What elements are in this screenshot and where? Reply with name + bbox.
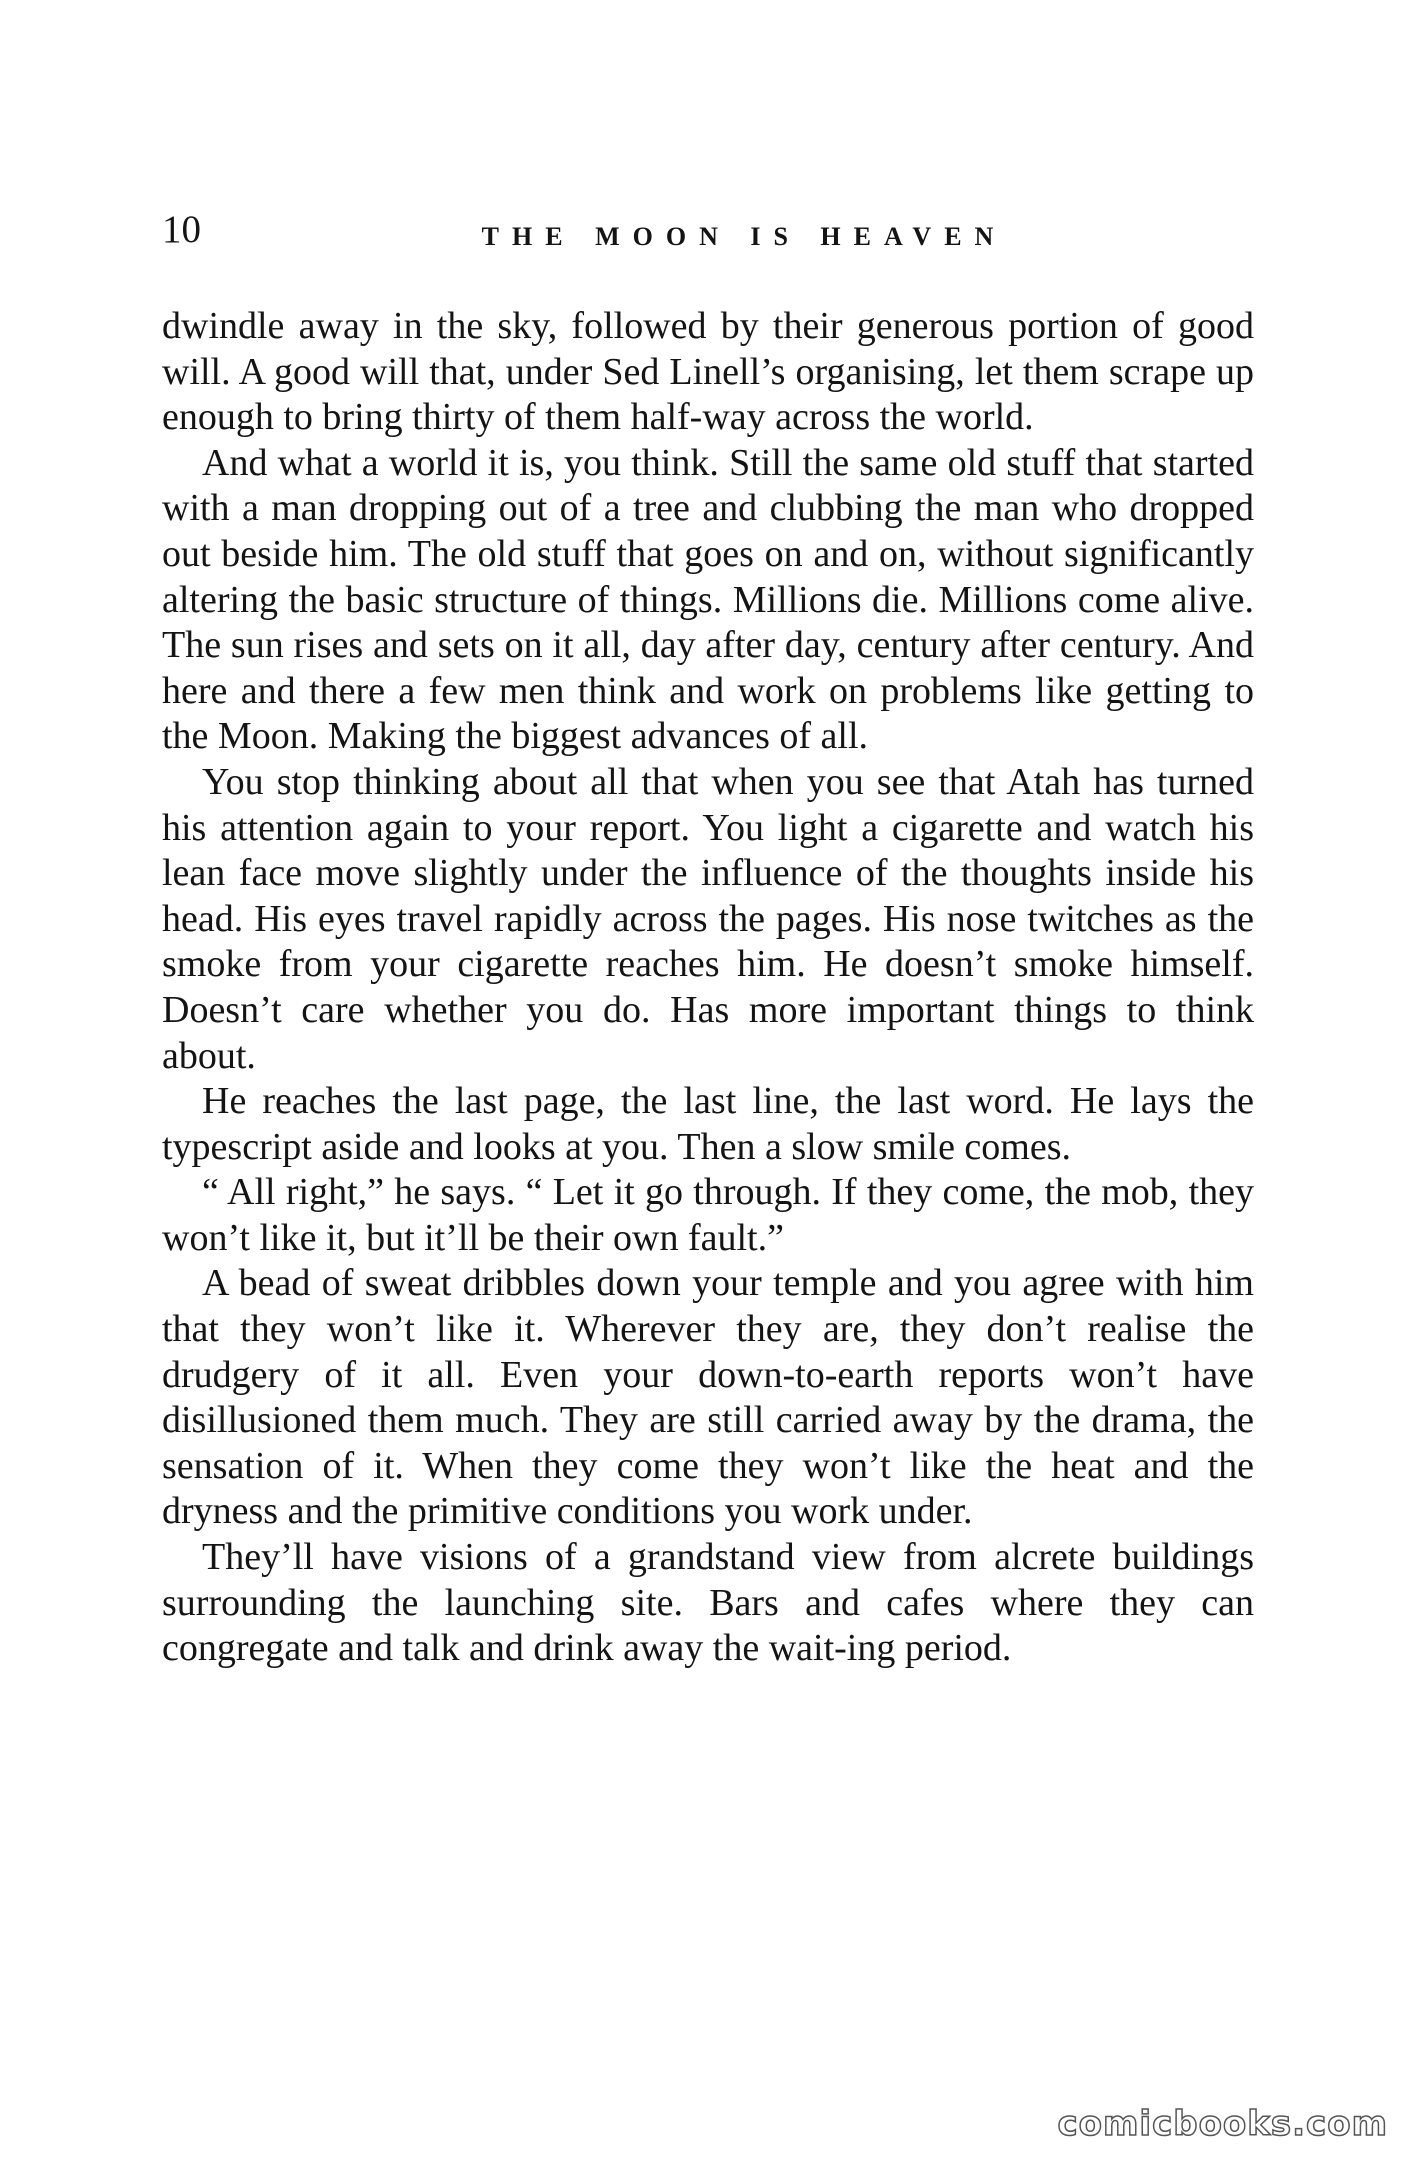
page-header — [162, 208, 1254, 262]
paragraph: dwindle away in the sky, followed by their generous portion of good will. A good will that, under Sed Linell’s organising, let them scrape up enough to bring thirty of them half-way across the world. — [162, 305, 1254, 439]
watermark: comicbooks.com — [1057, 2104, 1388, 2144]
paragraph: And what a world it is, you think. Still the same old stuff that started with a man dropping out of a tree and clubbing the man who dropped out beside him. The old stuff that goes on and on, without significantly altering the basic structure of things. Millions die. Millions come alive. The sun rises and sets on it all, day after day, century after century. And here and there a few men think and work on problems like getting to the Moon. Making the biggest advances of all. — [162, 441, 1254, 758]
paragraph: They’ll have visions of a grandstand view from alcrete buildings surrounding the launching site. Bars and cafes where they can congregate and talk and drink away the wait-ing period. — [162, 1536, 1254, 1670]
paragraph: He reaches the last page, the last line, the last word. He lays the typescript aside and looks at you. Then a slow smile comes. — [162, 1080, 1254, 1168]
running-head: THE MOON IS HEAVEN — [481, 222, 1007, 251]
paragraph: “ All right,” he says. “ Let it go through. If they come, the mob, they won’t like it, but it’ll be their own fault.” — [162, 1171, 1254, 1259]
paragraph: You stop thinking about all that when you see that Atah has turned his attention again to your report. You light a cigarette and watch his lean face move slightly under the influence of the thoughts inside his head. His eyes travel rapidly across the pages. His nose twitches as the smoke from your cigarette reaches him. He doesn’t smoke himself. Doesn’t care whether you do. Has more important things to think about. — [162, 760, 1254, 1077]
paragraph: A bead of sweat dribbles down your temple and you agree with him that they won’t like it. Wherever they are, they don’t realise the drudgery of it all. Even your down-to-earth reports won’t have disillusioned them much. They are still carried away by the drama, the sensation of it. When they come they won’t like the heat and the dryness and the primitive conditions you work under. — [162, 1262, 1254, 1533]
body-text — [162, 304, 1254, 1672]
page-number: 10 — [162, 208, 201, 251]
